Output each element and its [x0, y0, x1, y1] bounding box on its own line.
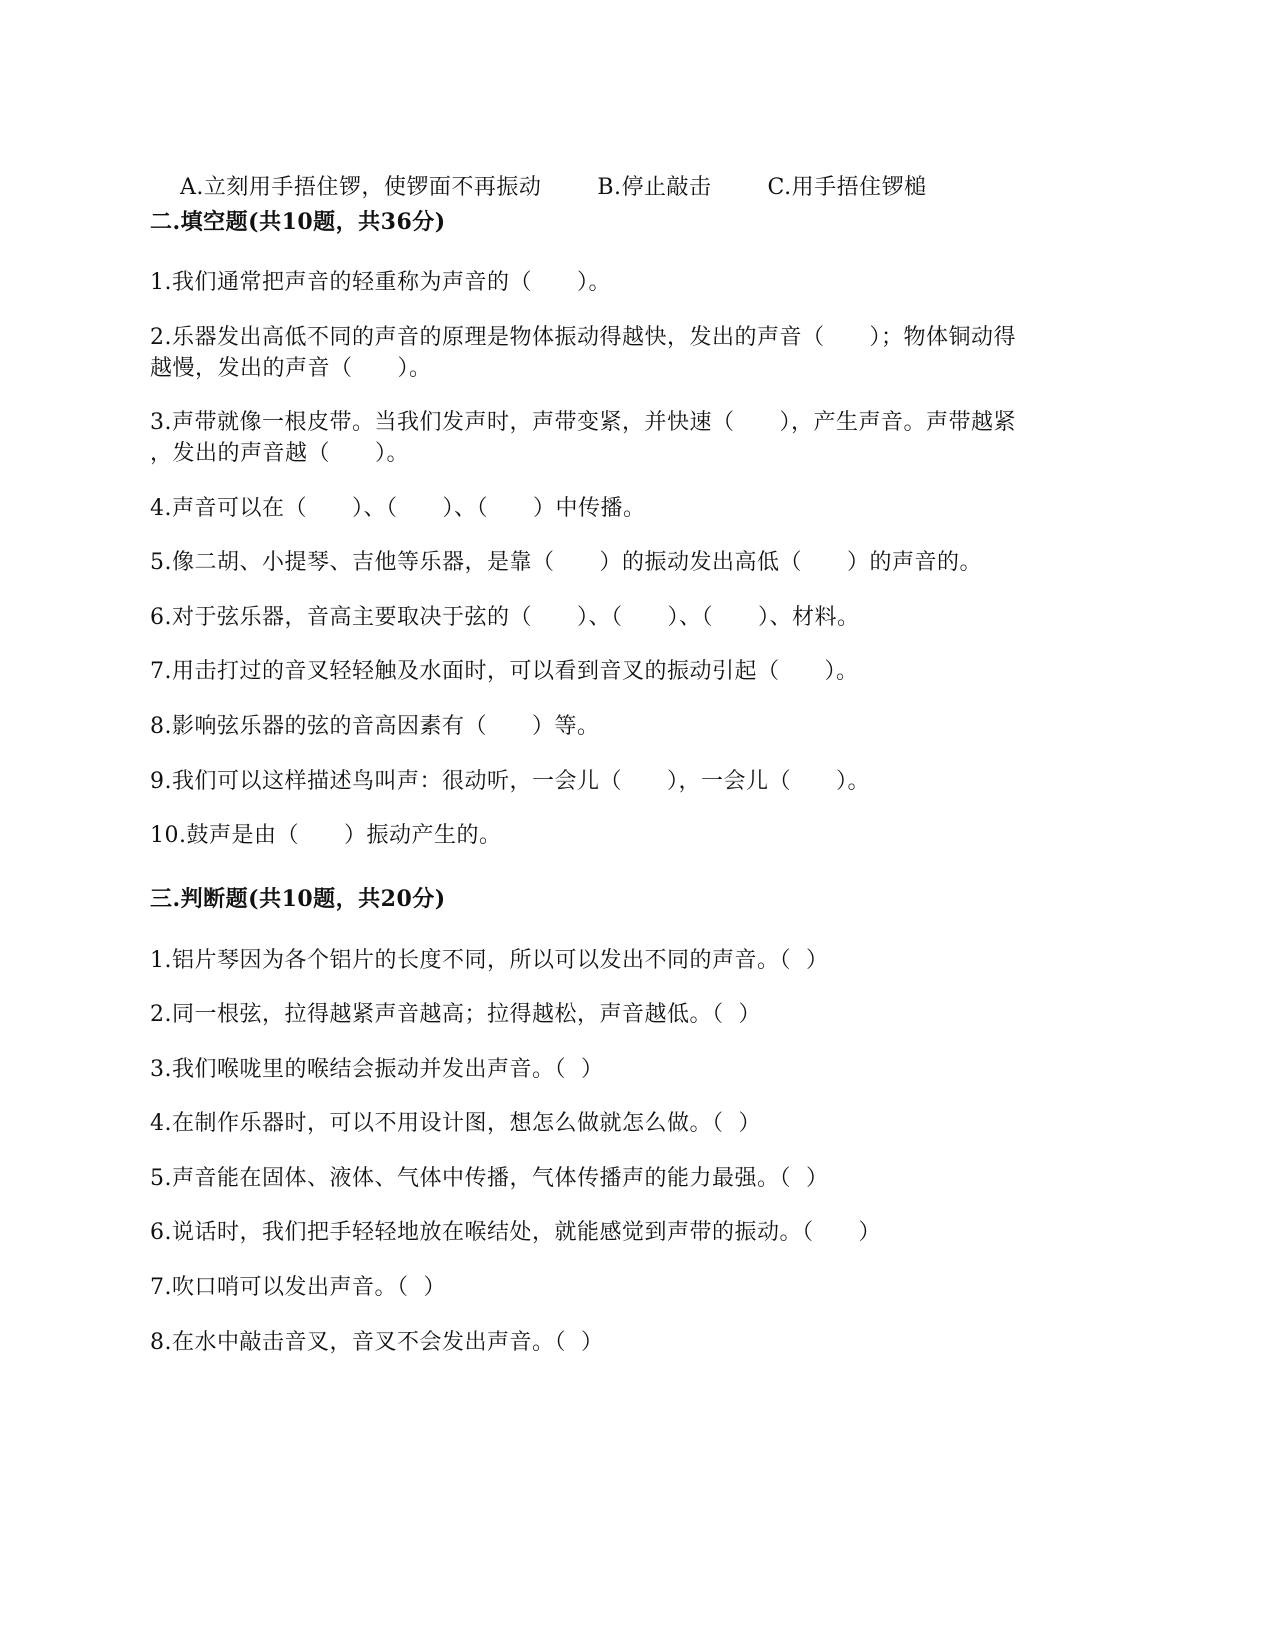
judge-question-5: 5.声音能在固体、液体、气体中传播，气体传播声的能力最强。（ ） [150, 1166, 829, 1191]
fill-question-2-line-1: 2.乐器发出高低不同的声音的原理是物体振动得越快，发出的声音（ ）；物体铜动得 [150, 325, 1016, 350]
fill-question-10: 10.鼓声是由（ ）振动产生的。 [150, 823, 502, 848]
judge-question-4: 4.在制作乐器时，可以不用设计图，想怎么做就怎么做。（ ） [150, 1111, 761, 1136]
option-a: A.立刻用手捂住锣，使锣面不再振动 [179, 175, 542, 200]
section-heading-true-false: 三.判断题(共10题，共20分) [150, 886, 446, 912]
option-c: C.用手捂住锣槌 [767, 175, 927, 200]
judge-question-2: 2.同一根弦，拉得越紧声音越高；拉得越松，声音越低。（ ） [150, 1002, 761, 1027]
fill-question-9: 9.我们可以这样描述鸟叫声：很动听，一会儿（ ），一会儿（ ）。 [150, 769, 870, 794]
judge-question-3: 3.我们喉咙里的喉结会振动并发出声音。（ ） [150, 1057, 604, 1082]
fill-question-3-line-2: ，发出的声音越（ ）。 [150, 441, 410, 466]
judge-question-1: 1.铝片琴因为各个铝片的长度不同，所以可以发出不同的声音。（ ） [150, 948, 829, 973]
fill-question-6: 6.对于弦乐器，音高主要取决于弦的（ ）、（ ）、（ ）、材料。 [150, 605, 860, 630]
fill-question-8: 8.影响弦乐器的弦的音高因素有（ ）等。 [150, 714, 600, 739]
judge-question-8: 8.在水中敲击音叉，音叉不会发出声音。（ ） [150, 1330, 604, 1355]
fill-question-7: 7.用击打过的音叉轻轻触及水面时，可以看到音叉的振动引起（ ）。 [150, 659, 859, 684]
fill-question-1: 1.我们通常把声音的轻重称为声音的（ ）。 [150, 270, 611, 295]
section-heading-fill-blank: 二.填空题(共10题，共36分) [150, 209, 446, 235]
option-b: B.停止敲击 [597, 175, 712, 200]
fill-question-4: 4.声音可以在（ ）、（ ）、（ ）中传播。 [150, 496, 646, 521]
fill-question-5: 5.像二胡、小提琴、吉他等乐器，是靠（ ）的振动发出高低（ ）的声音的。 [150, 550, 982, 575]
fill-question-2-line-2: 越慢，发出的声音（ ）。 [150, 356, 432, 381]
judge-question-7: 7.吹口哨可以发出声音。（ ） [150, 1275, 446, 1300]
fill-question-3-line-1: 3.声带就像一根皮带。当我们发声时，声带变紧，并快速（ ），产生声音。声带越紧 [150, 410, 1016, 435]
judge-question-6: 6.说话时，我们把手轻轻地放在喉结处，就能感觉到声带的振动。（ ） [150, 1220, 881, 1245]
